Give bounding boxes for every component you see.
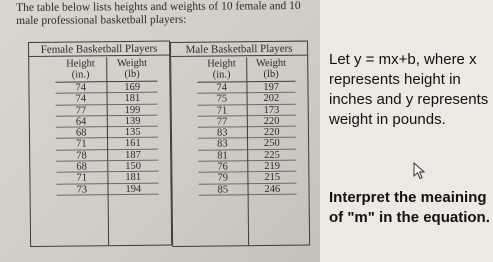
column-header-unit: (lb) [263,69,279,81]
female-table-title: Female Basketball Players [29,42,169,57]
male-columns [197,57,297,246]
table-cell: 181 [107,93,158,105]
table-cell: 83 [198,139,247,151]
female-weight-column [106,57,159,246]
table-cell: 78 [56,150,107,162]
table-cell: 220 [247,127,296,139]
table-cell: 246 [248,183,297,195]
column-header-label: Height [207,58,236,70]
column-header-unit: (lb) [124,69,140,81]
table-cell: 68 [56,161,107,173]
table-cell: 219 [248,161,297,173]
male-weight-header [247,57,296,83]
female-columns [55,57,159,246]
table-cell: 194 [108,183,159,195]
table-cell: 77 [56,105,107,117]
table-cell: 77 [198,116,247,128]
table-cell: 68 [56,127,107,139]
table-cell: 197 [247,82,296,94]
table-cell: 71 [56,139,107,151]
table-cell: 75 [198,94,247,106]
male-table-title: Male Basketball Players [171,42,307,57]
female-height-header [55,57,106,83]
table-cell: 135 [107,127,158,139]
table-cell: 74 [197,82,246,94]
table-cell: 76 [198,161,247,173]
table-cell: 74 [55,82,106,94]
intro-text: The table below lists heights and weights of 10 female and 10 male professional basketball players: [16,0,301,27]
table-cell: 71 [198,105,247,117]
male-height-header [197,57,246,83]
female-height-column [55,57,107,246]
column-header-label: Weight [116,57,148,70]
question-text: Interpret the meaining of "m" in the equation. [329,189,490,226]
table-cell: 74 [56,93,107,105]
male-weight-column [246,57,297,246]
table-cell: 79 [198,173,247,185]
column-header-label: Height [66,58,95,70]
table-cell: 150 [108,161,159,173]
table-cell: 71 [56,173,107,185]
female-weight-header [107,57,158,83]
table-cell: 215 [248,172,297,184]
column-header-label: Weight [255,57,287,70]
column-header-unit: (in.) [212,69,231,81]
male-table [170,41,310,247]
column-header-unit: (in.) [71,69,90,81]
table-cell: 202 [247,93,296,105]
table-cell: 173 [247,104,296,116]
table-cell: 169 [107,82,158,94]
table-cell: 139 [107,116,158,128]
table-cell: 199 [107,104,158,116]
table-cell: 225 [248,149,297,161]
table-cell: 187 [108,149,159,161]
problem-statement: Let y = mx+b, where x represents height in inches and y represents weight in pounds. [329,51,489,128]
table-cell: 64 [56,116,107,128]
table-cell: 83 [198,127,247,139]
table-cell: 181 [108,172,159,184]
male-height-column [197,57,247,245]
female-table [28,41,172,247]
table-cell: 220 [247,116,296,128]
table-cell: 73 [56,184,107,196]
table-cell: 250 [248,138,297,150]
table-cell: 85 [198,184,247,196]
mouse-pointer-icon [413,162,427,180]
table-cell: 81 [198,150,247,162]
table-cell: 161 [108,138,159,150]
